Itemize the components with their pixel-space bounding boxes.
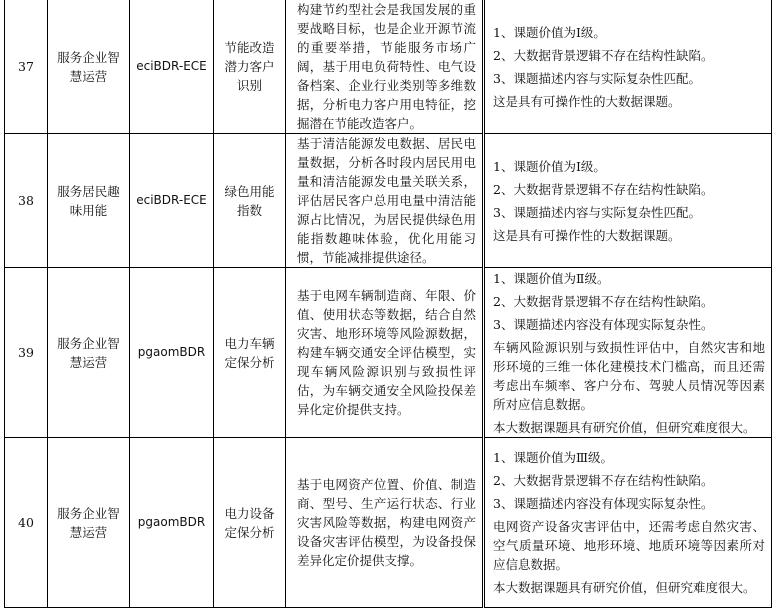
row-code: eciBDR-ECE bbox=[130, 0, 214, 134]
row-description bbox=[286, 0, 484, 134]
assessment-conclusion: 这是具有可操作性的大数据课题。 bbox=[493, 93, 681, 109]
assessment-line: 3、课题描述内容与实际复杂性匹配。 bbox=[493, 204, 701, 220]
row-assessment bbox=[484, 268, 772, 438]
row-code: eciBDR-ECE bbox=[130, 134, 214, 268]
row-description-text: 基于清洁能源发电数据、居民电量数据，分析各时段内居民用电量和清洁能源发电量关联关系，评估居民客户总用电量中清洁能源占比情况，为居民提供绿色用能指数趣味体验，优化用能习惯，节能减排提供途径。 bbox=[297, 136, 476, 265]
row-assessment bbox=[484, 134, 772, 268]
row-description bbox=[286, 134, 484, 268]
row-assessment bbox=[484, 438, 772, 608]
assessment-line: 2、大数据背景逻辑不存在结构性缺陷。 bbox=[493, 181, 714, 197]
topic-table bbox=[4, 0, 772, 608]
assessment-line: 3、课题描述内容没有体现实际复杂性。 bbox=[493, 316, 714, 332]
row-topic-name: 绿色用能指数 bbox=[214, 134, 286, 268]
assessment-line: 1、课题价值为Ⅰ级。 bbox=[493, 158, 606, 174]
row-description-text: 基于电网资产位置、价值、制造商、型号、生产运行状态、行业灾害风险等数据，构建电网资产设备灾害评估模型，为设备投保差异化定价提供支撑。 bbox=[297, 477, 476, 568]
row-category: 服务企业智慧运营 bbox=[48, 268, 130, 438]
row-assessment bbox=[484, 0, 772, 134]
row-category: 服务企业智慧运营 bbox=[48, 0, 130, 134]
table-row bbox=[5, 438, 772, 608]
table-row bbox=[5, 0, 772, 134]
row-category: 服务居民趣味用能 bbox=[48, 134, 130, 268]
row-topic-name: 节能改造潜力客户识别 bbox=[214, 0, 286, 134]
assessment-line: 2、大数据背景逻辑不存在结构性缺陷。 bbox=[493, 473, 714, 488]
assessment-line: 1、课题价值为Ⅰ级。 bbox=[493, 24, 606, 40]
table-row bbox=[5, 268, 772, 438]
row-topic-name: 电力设备定保分析 bbox=[214, 438, 286, 608]
row-code: pgaomBDR bbox=[130, 268, 214, 438]
row-description bbox=[286, 268, 484, 438]
row-description-text: 基于电网车辆制造商、年限、价值、使用状态等数据，结合自然灾害、地形环境等风险源数据，构建车辆交通安全评估模型，实现车辆风险源识别与致损性评估，为车辆交通安全风险投保差异化定价提供支持。 bbox=[297, 288, 476, 417]
row-number: 40 bbox=[5, 438, 48, 608]
row-number: 38 bbox=[5, 134, 48, 268]
assessment-note: 车辆风险源识别与致损性评估中，自然灾害和地形环境的三维一体化建模技术门槛高，而且还需考虑出车频率、客户分布、驾驶人员情况等因素所对应信息数据。 bbox=[493, 339, 765, 412]
assessment-line: 2、大数据背景逻辑不存在结构性缺陷。 bbox=[493, 293, 714, 309]
row-number: 39 bbox=[5, 268, 48, 438]
assessment-line: 2、大数据背景逻辑不存在结构性缺陷。 bbox=[493, 47, 714, 63]
table-row bbox=[5, 134, 772, 268]
assessment-note: 电网资产设备灾害评估中，还需考虑自然灾害、空气质量环境、地形环境、地质环境等因素所对应信息数据。 bbox=[493, 519, 765, 572]
row-category: 服务企业智慧运营 bbox=[48, 438, 130, 608]
row-description bbox=[286, 438, 484, 608]
assessment-conclusion: 本大数据课题具有研究价值，但研究难度很大。 bbox=[493, 580, 756, 595]
assessment-line: 1、课题价值为Ⅱ级。 bbox=[493, 270, 610, 286]
row-code: pgaomBDR bbox=[130, 438, 214, 608]
assessment-line: 1、课题价值为Ⅲ级。 bbox=[493, 450, 614, 465]
assessment-conclusion: 本大数据课题具有研究价值，但研究难度很大。 bbox=[493, 419, 756, 435]
row-description-text: 构建节约型社会是我国发展的重要战略目标，也是企业开源节流的重要举措，节能服务市场广阔，基于用电负荷特性、电气设备档案、企业行业类别等多维数据，分析电力客户用电特征，挖掘潜在节能改造客户。 bbox=[297, 2, 476, 131]
row-number: 37 bbox=[5, 0, 48, 134]
assessment-line: 3、课题描述内容与实际复杂性匹配。 bbox=[493, 70, 701, 86]
assessment-conclusion: 这是具有可操作性的大数据课题。 bbox=[493, 227, 681, 243]
assessment-line: 3、课题描述内容没有体现实际复杂性。 bbox=[493, 496, 714, 511]
row-topic-name: 电力车辆定保分析 bbox=[214, 268, 286, 438]
